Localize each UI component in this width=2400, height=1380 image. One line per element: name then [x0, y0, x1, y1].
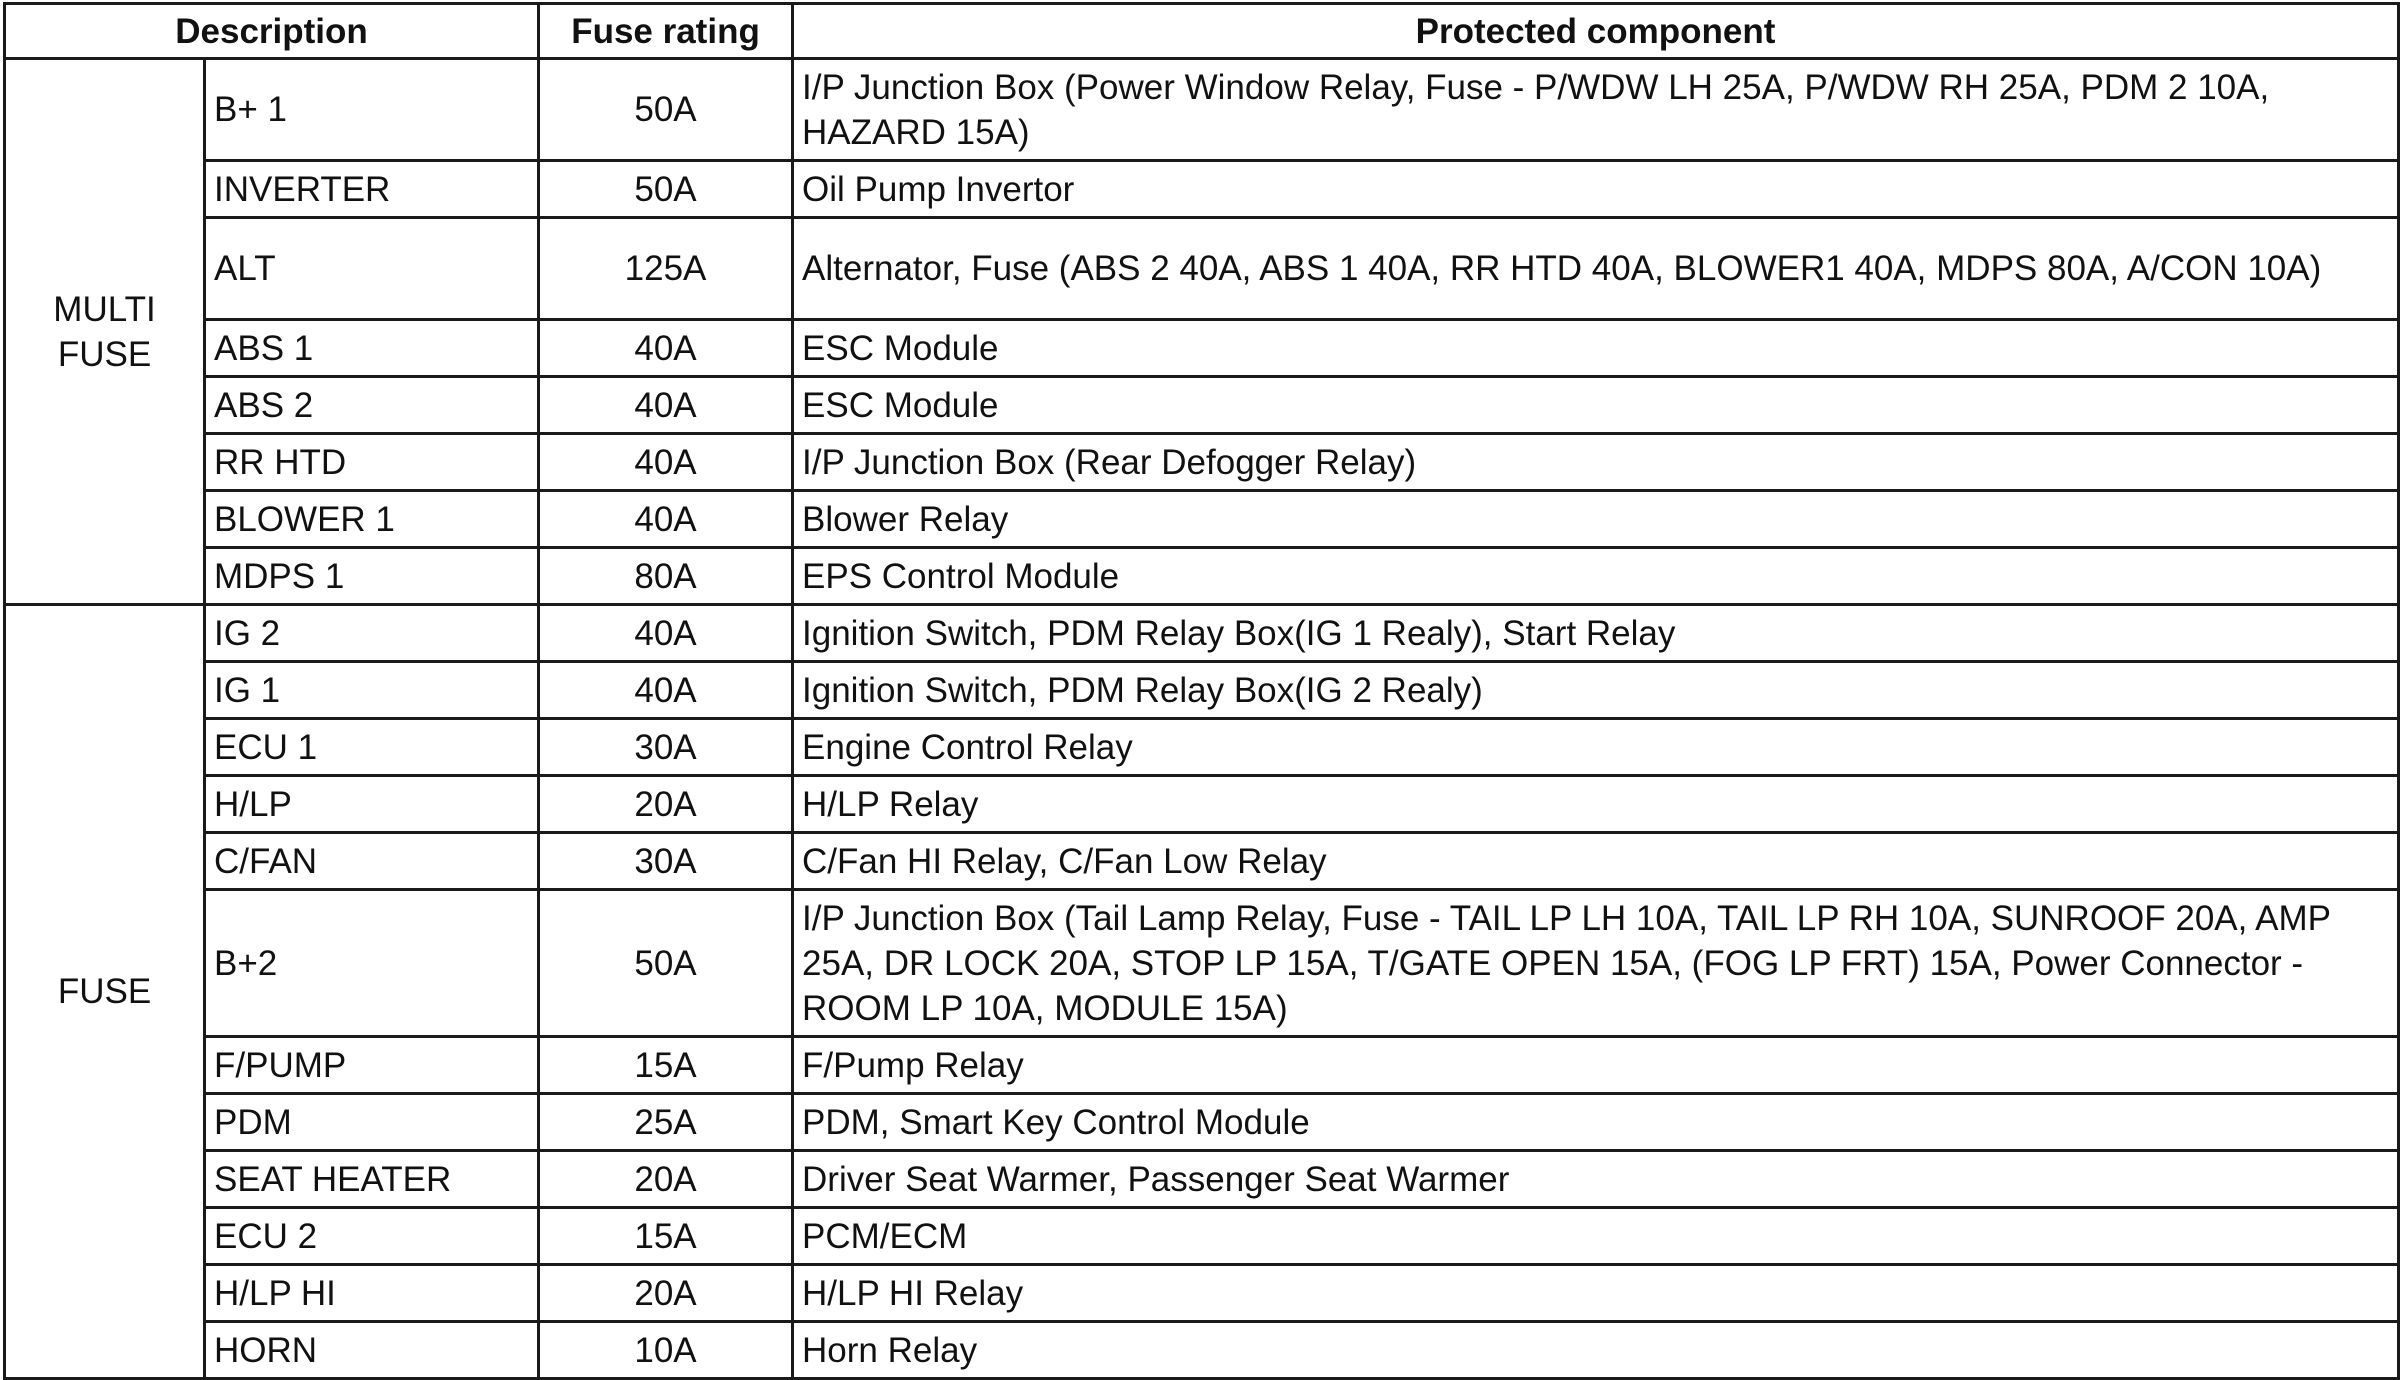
fuse-name: BLOWER 1: [205, 491, 539, 548]
table-row: [5, 320, 2399, 377]
group-label: MULTI FUSE: [53, 289, 156, 374]
table-row: [5, 491, 2399, 548]
table-row: [5, 776, 2399, 833]
fuse-name: SEAT HEATER: [205, 1151, 539, 1208]
table-row: [5, 1265, 2399, 1322]
fuse-name: H/LP HI: [205, 1265, 539, 1322]
table-row: [5, 59, 2399, 161]
protected-component: EPS Control Module: [793, 548, 2399, 605]
table-row: [5, 1208, 2399, 1265]
fuse-rating: 15A: [539, 1208, 793, 1265]
protected-component: I/P Junction Box (Tail Lamp Relay, Fuse - TAIL LP LH 10A, TAIL LP RH 10A, SUNROOF 20A, AMP 25A, DR LOCK 20A, STOP LP 15A, T/GATE OPEN 15A, (FOG LP FRT) 15A, Power Connector - ROOM LP 10A, MODULE 15A): [793, 890, 2399, 1037]
fuse-rating: 40A: [539, 605, 793, 662]
fuse-name: ECU 2: [205, 1208, 539, 1265]
protected-component-header: Protected component: [793, 4, 2399, 59]
table-row: [5, 833, 2399, 890]
fuse-rating: 40A: [539, 491, 793, 548]
table-row: [5, 719, 2399, 776]
fuse-rating: 50A: [539, 161, 793, 218]
description-header: Description: [5, 4, 539, 59]
table-row: [5, 605, 2399, 662]
protected-component: Engine Control Relay: [793, 719, 2399, 776]
fuse-name: ABS 2: [205, 377, 539, 434]
protected-component: Oil Pump Invertor: [793, 161, 2399, 218]
protected-component: C/Fan HI Relay, C/Fan Low Relay: [793, 833, 2399, 890]
protected-component: ESC Module: [793, 320, 2399, 377]
table-row: [5, 161, 2399, 218]
fuse-rating: 20A: [539, 776, 793, 833]
fuse-rating: 50A: [539, 59, 793, 161]
fuse-name: B+ 1: [205, 59, 539, 161]
fuse-rating: 40A: [539, 320, 793, 377]
protected-component: Ignition Switch, PDM Relay Box(IG 2 Realy): [793, 662, 2399, 719]
group-multi-fuse: [5, 59, 205, 605]
fuse-rating: 30A: [539, 719, 793, 776]
fuse-rating: 15A: [539, 1037, 793, 1094]
fuse-name: MDPS 1: [205, 548, 539, 605]
fuse-name: PDM: [205, 1094, 539, 1151]
fuse-name: ALT: [205, 218, 539, 320]
header-row: [5, 4, 2399, 59]
protected-component: Driver Seat Warmer, Passenger Seat Warmer: [793, 1151, 2399, 1208]
fuse-name: B+2: [205, 890, 539, 1037]
fuse-table: [3, 2, 2400, 1380]
fuse-name: IG 1: [205, 662, 539, 719]
protected-component: Horn Relay: [793, 1322, 2399, 1379]
table-row: [5, 662, 2399, 719]
fuse-rating: 40A: [539, 434, 793, 491]
table-row: [5, 1151, 2399, 1208]
fuse-name: ABS 1: [205, 320, 539, 377]
protected-component: H/LP Relay: [793, 776, 2399, 833]
fuse-rating: 20A: [539, 1265, 793, 1322]
fuse-name: F/PUMP: [205, 1037, 539, 1094]
protected-component: PCM/ECM: [793, 1208, 2399, 1265]
protected-component: F/Pump Relay: [793, 1037, 2399, 1094]
table-row: [5, 548, 2399, 605]
table-row: [5, 434, 2399, 491]
protected-component: ESC Module: [793, 377, 2399, 434]
fuse-rating-header: Fuse rating: [539, 4, 793, 59]
fuse-rating: 10A: [539, 1322, 793, 1379]
table-row: [5, 890, 2399, 1037]
protected-component: Ignition Switch, PDM Relay Box(IG 1 Realy), Start Relay: [793, 605, 2399, 662]
fuse-name: RR HTD: [205, 434, 539, 491]
table-row: [5, 218, 2399, 320]
protected-component: I/P Junction Box (Rear Defogger Relay): [793, 434, 2399, 491]
table-row: [5, 1094, 2399, 1151]
fuse-rating: 125A: [539, 218, 793, 320]
fuse-name: C/FAN: [205, 833, 539, 890]
protected-component: PDM, Smart Key Control Module: [793, 1094, 2399, 1151]
protected-component: Blower Relay: [793, 491, 2399, 548]
protected-component: H/LP HI Relay: [793, 1265, 2399, 1322]
fuse-rating: 40A: [539, 377, 793, 434]
fuse-rating: 20A: [539, 1151, 793, 1208]
group-fuse: [5, 605, 205, 1379]
protected-component: I/P Junction Box (Power Window Relay, Fuse - P/WDW LH 25A, P/WDW RH 25A, PDM 2 10A, HAZARD 15A): [793, 59, 2399, 161]
fuse-name: IG 2: [205, 605, 539, 662]
fuse-name: INVERTER: [205, 161, 539, 218]
table-row: [5, 1322, 2399, 1379]
fuse-name: H/LP: [205, 776, 539, 833]
fuse-name: HORN: [205, 1322, 539, 1379]
group-label: FUSE: [57, 972, 152, 1011]
fuse-rating: 30A: [539, 833, 793, 890]
fuse-rating: 80A: [539, 548, 793, 605]
table-row: [5, 377, 2399, 434]
table-row: [5, 1037, 2399, 1094]
fuse-rating: 40A: [539, 662, 793, 719]
protected-component: Alternator, Fuse (ABS 2 40A, ABS 1 40A, RR HTD 40A, BLOWER1 40A, MDPS 80A, A/CON 10A): [793, 218, 2399, 320]
fuse-name: ECU 1: [205, 719, 539, 776]
fuse-rating: 50A: [539, 890, 793, 1037]
fuse-rating: 25A: [539, 1094, 793, 1151]
